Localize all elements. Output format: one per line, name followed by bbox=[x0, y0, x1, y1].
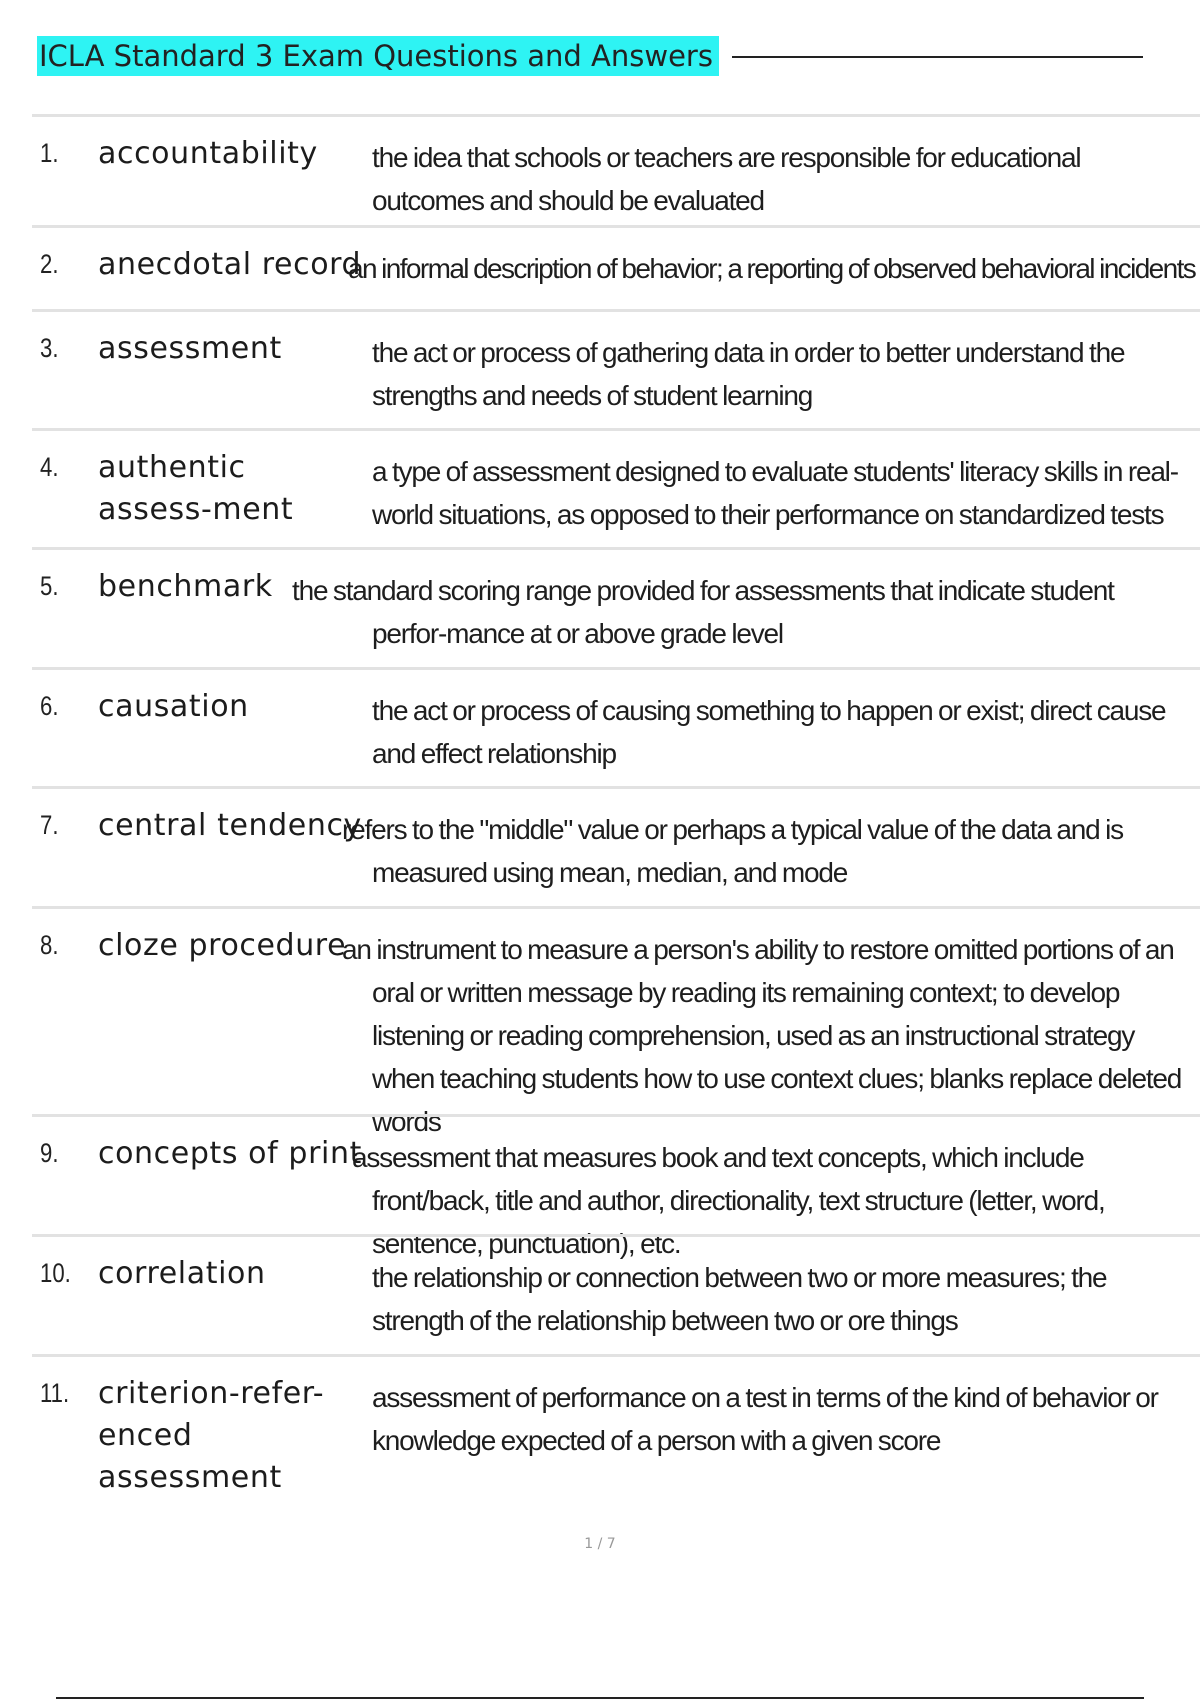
term-definition: a type of assessment designed to evaluate students' literacy skills in real-world situations, as opposed to their performance on standardized tests bbox=[372, 456, 1178, 530]
term-number: 9. bbox=[40, 1138, 59, 1168]
title-divider bbox=[732, 56, 1143, 58]
term-number: 3. bbox=[40, 333, 59, 363]
term-name: causation bbox=[98, 689, 249, 724]
term-definition: an instrument to measure a person's ability to restore omitted portions of an oral or written message by reading its remaining context; to develop listening or reading comprehension, used as an instructional strategy when teaching students how to use context clues; blanks replace deleted words bbox=[342, 934, 1182, 1137]
term-definition: the act or process of gathering data in order to better understand the strengths and needs of student learning bbox=[372, 337, 1125, 411]
term-definition: the act or process of causing something to happen or exist; direct cause and effect relationship bbox=[372, 695, 1166, 769]
document-title: ICLA Standard 3 Exam Questions and Answers bbox=[37, 36, 719, 76]
term-number: 2. bbox=[40, 249, 59, 279]
page-bottom-divider bbox=[56, 1697, 1144, 1699]
term-number: 6. bbox=[40, 691, 59, 721]
term-definition: the relationship or connection between two or more measures; the strength of the relationship between two or ore things bbox=[372, 1262, 1107, 1336]
term-row bbox=[32, 1114, 1200, 1259]
term-row bbox=[32, 428, 1200, 547]
term-row bbox=[32, 667, 1200, 786]
term-name: correlation bbox=[98, 1256, 266, 1291]
term-definition: the idea that schools or teachers are responsible for educational outcomes and should be evaluated bbox=[372, 142, 1081, 216]
term-definition: assessment that measures book and text concepts, which include front/back, title and author, directionality, text structure (letter, word, sentence, punctuation), etc. bbox=[352, 1142, 1105, 1259]
term-name: concepts of print bbox=[98, 1136, 362, 1171]
term-definition: an informal description of behavior; a reporting of observed behavioral incidents bbox=[348, 253, 1196, 284]
term-name: anecdotal record bbox=[98, 247, 362, 282]
term-name: cloze procedure bbox=[98, 928, 347, 963]
term-number: 1. bbox=[40, 138, 59, 168]
term-name: assessment bbox=[98, 331, 282, 366]
term-number: 5. bbox=[40, 571, 59, 601]
term-row bbox=[32, 906, 1200, 1137]
term-name: authentic assess-ment bbox=[98, 450, 294, 527]
term-row bbox=[32, 114, 1200, 225]
page-number: 1 / 7 bbox=[584, 1536, 616, 1552]
term-row bbox=[32, 225, 1200, 309]
term-row bbox=[32, 1354, 1200, 1514]
term-name: benchmark bbox=[98, 569, 273, 604]
term-number: 8. bbox=[40, 930, 59, 960]
term-definition: the standard scoring range provided for assessments that indicate student perfor-mance at or above grade level bbox=[292, 575, 1114, 649]
term-definition: refers to the "middle" value or perhaps a typical value of the data and is measured using mean, median, and mode bbox=[342, 814, 1123, 888]
term-row bbox=[32, 547, 1200, 667]
term-list bbox=[32, 114, 1200, 1514]
term-name: central tendency bbox=[98, 808, 362, 843]
term-row bbox=[32, 786, 1200, 906]
term-number: 4. bbox=[40, 452, 59, 482]
term-number: 11. bbox=[40, 1378, 70, 1408]
term-number: 7. bbox=[40, 810, 59, 840]
term-name: accountability bbox=[98, 136, 318, 171]
term-row bbox=[32, 309, 1200, 428]
term-name: criterion-refer-enced assessment bbox=[98, 1376, 325, 1495]
term-definition: assessment of performance on a test in terms of the kind of behavior or knowledge expected of a person with a given score bbox=[372, 1382, 1158, 1456]
term-row bbox=[32, 1234, 1200, 1354]
term-number: 10. bbox=[40, 1258, 71, 1288]
title-bar bbox=[37, 36, 1143, 76]
